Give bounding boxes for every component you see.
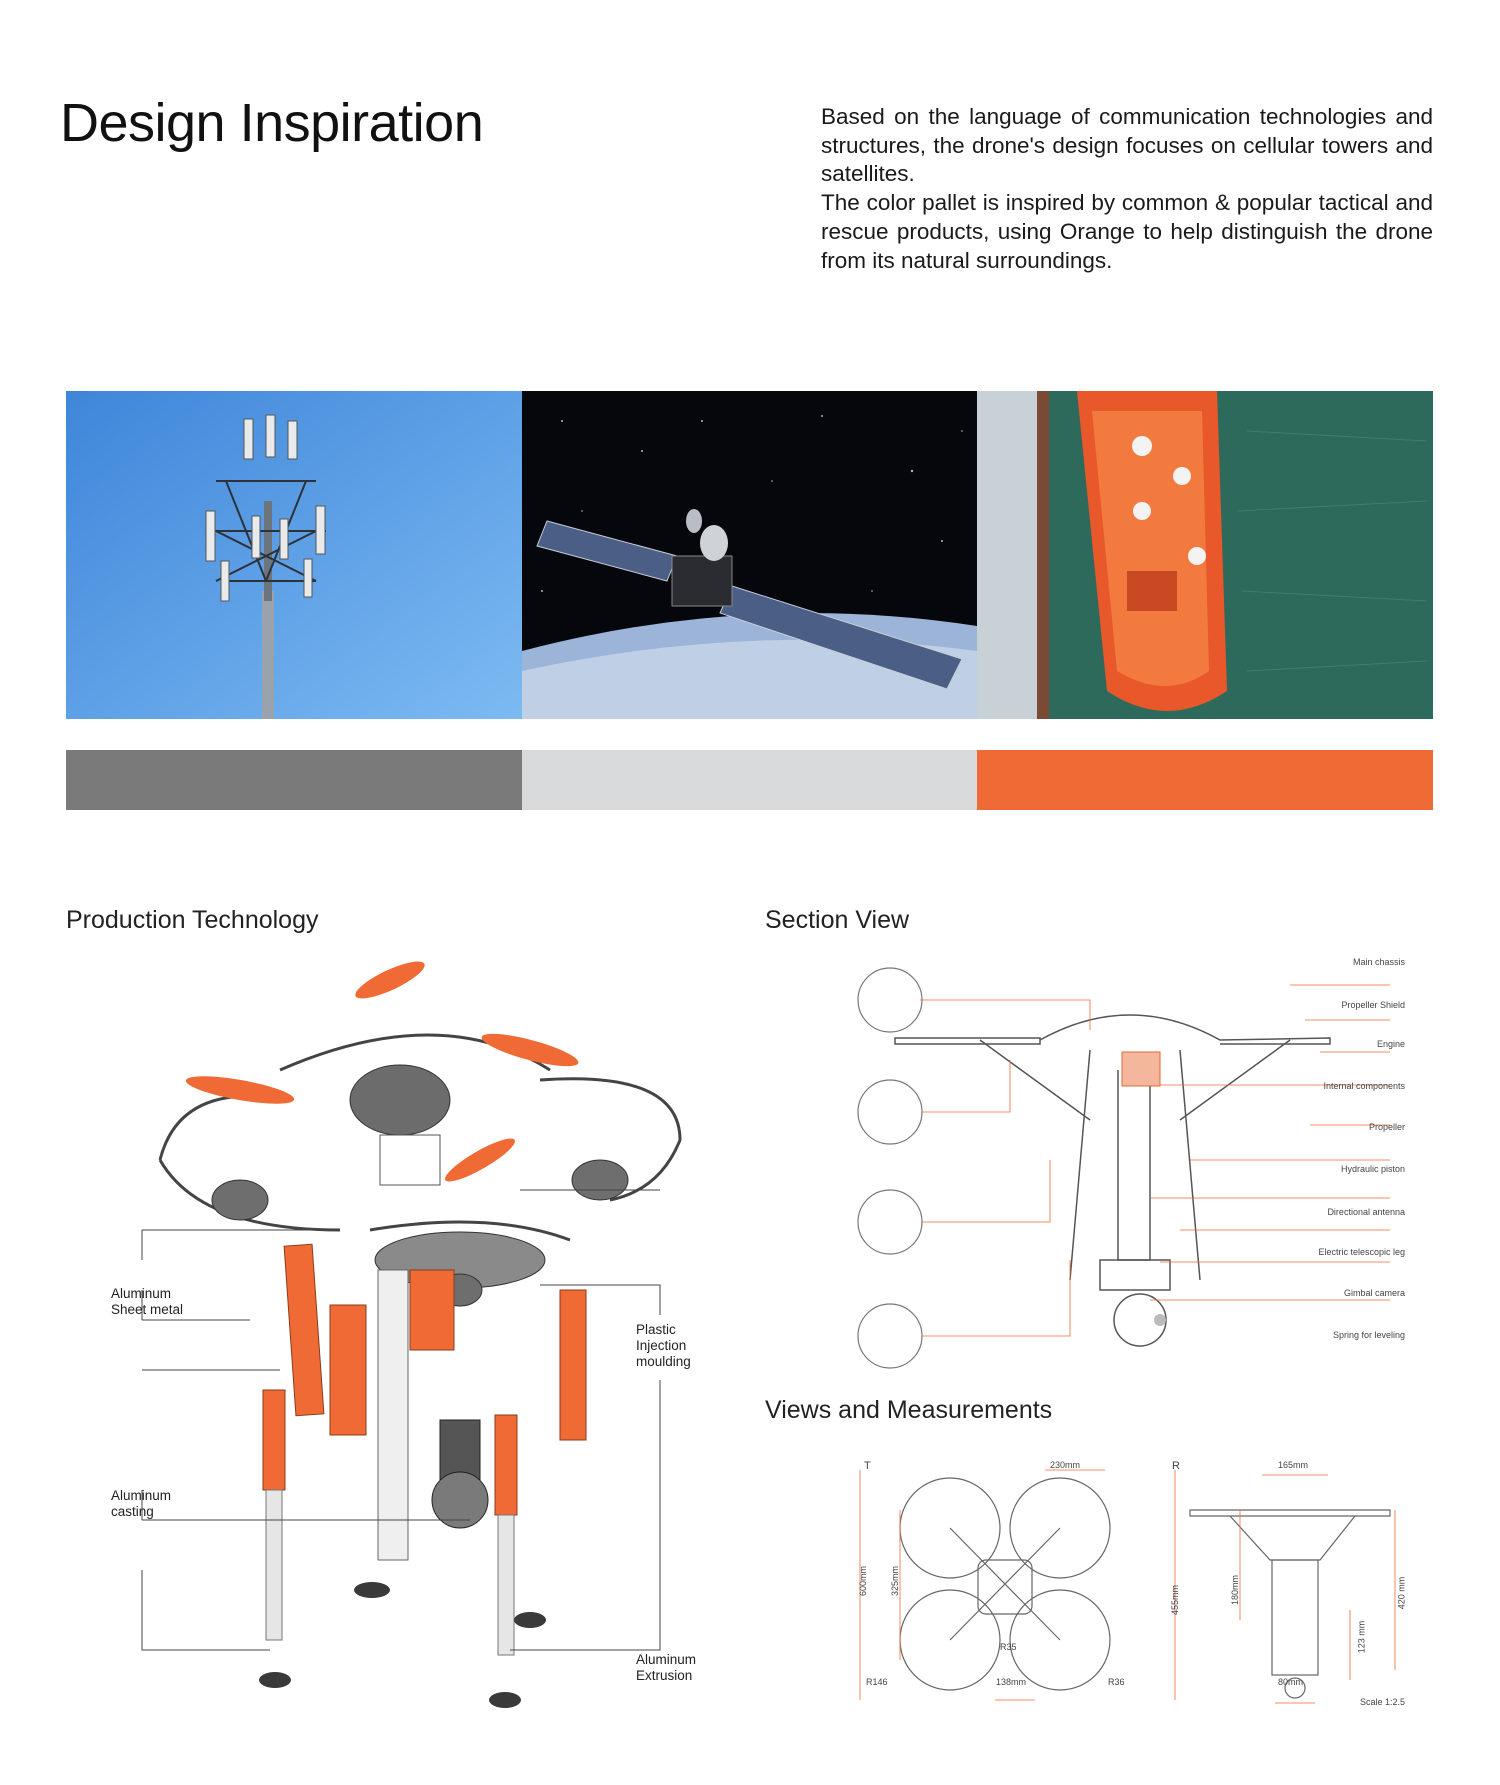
intro-text — [821, 103, 1433, 275]
callout-main-chassis: Main chassis — [1352, 957, 1405, 967]
dim-80mm: 80mm — [1278, 1677, 1304, 1687]
top-view-label: T — [864, 1460, 871, 1472]
dim-165mm: 165mm — [1278, 1460, 1309, 1470]
label-plastic-line1: Plastic — [636, 1322, 676, 1337]
dim-230mm: 230mm — [1050, 1460, 1081, 1470]
dim-325mm: 325mm — [890, 1565, 901, 1597]
dim-138mm: 138mm — [996, 1677, 1027, 1687]
label-aluminum-casting — [111, 1488, 171, 1520]
palette-swatch-light-gray — [522, 750, 977, 810]
dim-180mm: 180mm — [1230, 1574, 1241, 1606]
label-sheet-metal-line2: Sheet metal — [111, 1302, 184, 1317]
label-casting-line2: casting — [111, 1504, 154, 1519]
production-heading: Production Technology — [66, 906, 319, 934]
palette-swatch-orange — [977, 750, 1433, 810]
intro-paragraph-1: Based on the language of communication technologies and structures, the drone's design focuses on cellular towers and satellites. — [821, 104, 1433, 187]
callout-spring-for-leveling: Spring for leveling — [1332, 1330, 1405, 1340]
exploded-drone-drawing — [140, 960, 720, 1720]
right-view-label: R — [1172, 1460, 1180, 1472]
dim-123mm: 123 mm — [1356, 1620, 1367, 1654]
label-plastic-injection — [636, 1322, 691, 1370]
scale-label: Scale 1:2.5 — [1360, 1697, 1406, 1707]
dim-r146: R146 — [866, 1677, 888, 1687]
measurements-heading: Views and Measurements — [765, 1396, 1053, 1424]
callout-gimbal-camera: Gimbal camera — [1343, 1288, 1405, 1298]
intro-paragraph-2: The color pallet is inspired by common & popular tactical and rescue products, using Orange to help distinguish the drone from its natural surroundings. — [821, 190, 1433, 273]
dim-r35: R35 — [1000, 1642, 1017, 1652]
callout-propeller-shield: Propeller Shield — [1341, 1000, 1405, 1010]
section-view-heading: Section View — [765, 906, 910, 934]
callout-internal-components: Internal components — [1323, 1081, 1405, 1091]
callout-hydraulic-piston: Hydraulic piston — [1340, 1164, 1405, 1174]
dim-r36: R36 — [1108, 1677, 1125, 1687]
callout-engine: Engine — [1376, 1039, 1405, 1049]
dim-420mm: 420 mm — [1396, 1576, 1407, 1610]
cell-tower-photo — [66, 391, 522, 719]
dim-455mm: 455mm — [1170, 1584, 1181, 1616]
page-title: Design Inspiration — [60, 93, 484, 153]
satellite-photo — [522, 391, 977, 719]
label-casting-line1: Aluminum — [111, 1488, 172, 1503]
label-plastic-line3: moulding — [636, 1354, 691, 1369]
measurements-drawing — [850, 1450, 1420, 1710]
callout-propeller: Propeller — [1368, 1122, 1405, 1132]
label-extrusion-line2: Extrusion — [636, 1668, 693, 1683]
label-sheet-metal — [111, 1286, 183, 1318]
rescue-boat-photo — [977, 391, 1433, 719]
label-extrusion-line1: Aluminum — [636, 1652, 697, 1667]
callout-directional-antenna: Directional antenna — [1327, 1207, 1405, 1217]
label-sheet-metal-line1: Aluminum — [111, 1286, 172, 1301]
label-plastic-line2: Injection — [636, 1338, 687, 1353]
callout-electric-telescopic-leg: Electric telescopic leg — [1318, 1247, 1405, 1257]
palette-swatch-gray — [66, 750, 522, 810]
dim-600mm: 600mm — [858, 1565, 869, 1597]
label-aluminum-extrusion — [636, 1652, 696, 1684]
